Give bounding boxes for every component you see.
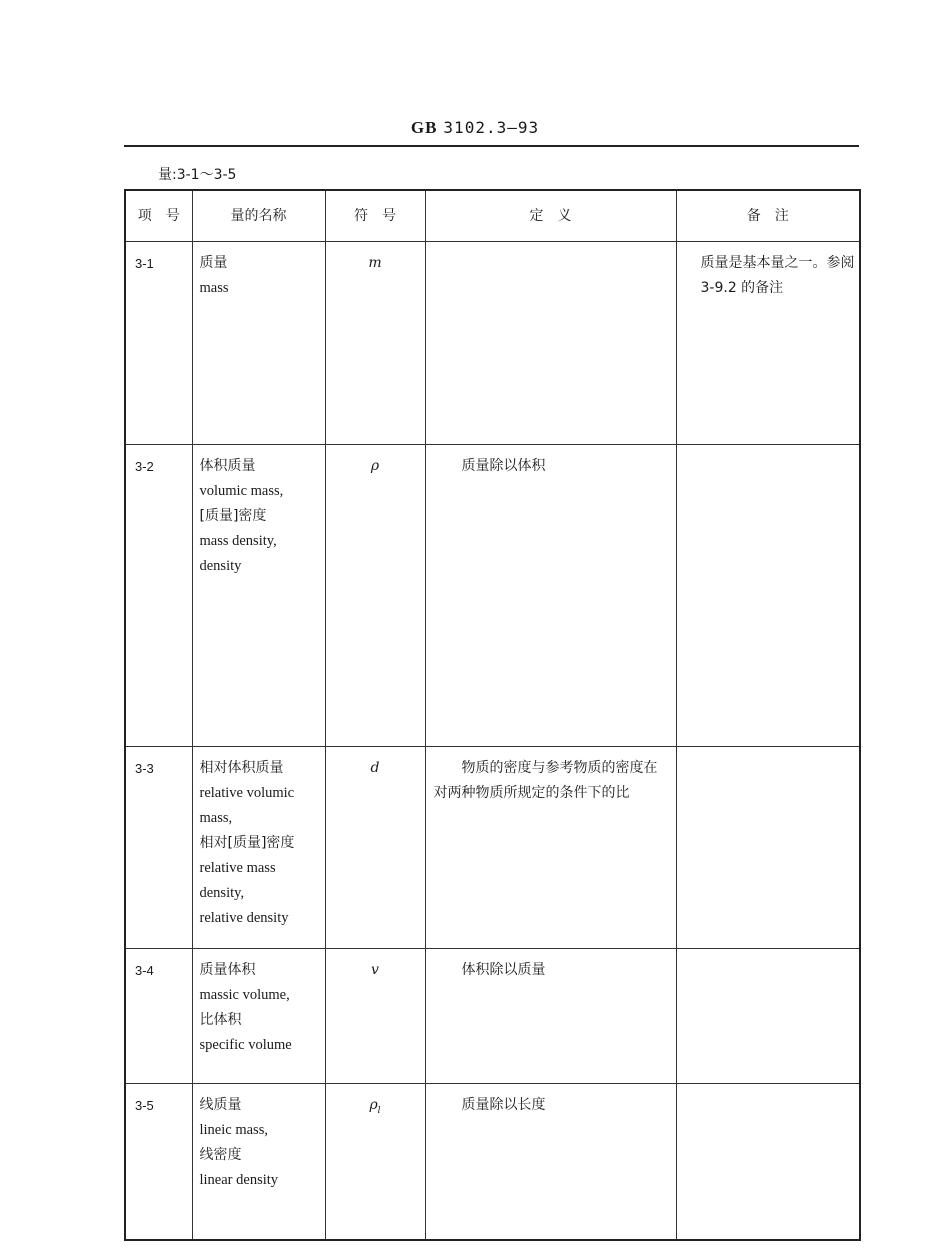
name-en: mass bbox=[199, 280, 229, 296]
name-en: relative volumic bbox=[199, 785, 295, 801]
name-en: massic volume, bbox=[199, 987, 290, 1003]
name-alt-en-cont: density, bbox=[199, 885, 245, 901]
quantity-symbol: v bbox=[371, 962, 379, 978]
quantity-symbol: ρ bbox=[370, 458, 380, 474]
definition: 质量除以长度 bbox=[461, 1097, 546, 1113]
quantity-symbol: ρ bbox=[369, 1097, 378, 1113]
name-alt-zh: 线密度 bbox=[199, 1147, 242, 1163]
name-zh: 线质量 bbox=[199, 1097, 242, 1113]
item-number: 3-5 bbox=[135, 1098, 154, 1113]
remarks bbox=[677, 949, 860, 958]
remarks: 质量是基本量之一。参阅 3-9.2 的备注 bbox=[700, 255, 855, 296]
table-row bbox=[125, 949, 860, 1084]
definition bbox=[426, 242, 676, 251]
name-alt-en-2: relative density bbox=[199, 910, 289, 926]
table-row bbox=[125, 445, 860, 747]
name-zh: 质量体积 bbox=[199, 962, 256, 978]
standard-header bbox=[0, 118, 950, 138]
definition: 物质的密度与参考物质的密度在对两种物质所规定的条件下的比 bbox=[433, 760, 658, 801]
item-number: 3-4 bbox=[135, 963, 154, 978]
standard-number: 3102.3—93 bbox=[443, 118, 540, 137]
header-item-no: 项 号 bbox=[125, 190, 192, 242]
table-row bbox=[125, 242, 860, 445]
name-en-cont: mass, bbox=[199, 810, 233, 826]
name-zh: 质量 bbox=[199, 255, 228, 271]
name-en: lineic mass, bbox=[199, 1122, 268, 1138]
remarks bbox=[677, 747, 860, 756]
table-header-row bbox=[125, 190, 860, 242]
name-alt-en: relative mass bbox=[199, 860, 276, 876]
name-alt-zh: 比体积 bbox=[199, 1012, 242, 1028]
quantity-symbol: m bbox=[368, 255, 382, 271]
table-row bbox=[125, 1084, 860, 1240]
name-zh: 体积质量 bbox=[199, 458, 256, 474]
name-en: volumic mass, bbox=[199, 483, 284, 499]
item-number: 3-1 bbox=[135, 256, 154, 271]
header-name: 量的名称 bbox=[192, 190, 325, 242]
header-symbol: 符 号 bbox=[325, 190, 425, 242]
name-alt-en-2: density bbox=[199, 558, 242, 574]
item-number: 3-3 bbox=[135, 761, 154, 776]
name-alt-en: specific volume bbox=[199, 1037, 292, 1053]
header-definition: 定 义 bbox=[425, 190, 676, 242]
remarks bbox=[677, 445, 860, 454]
table-row bbox=[125, 747, 860, 949]
name-alt-en: linear density bbox=[199, 1172, 279, 1188]
header-remarks: 备 注 bbox=[676, 190, 860, 242]
name-alt-zh: 相对[质量]密度 bbox=[199, 835, 295, 851]
table-caption: 量:3-1～3-5 bbox=[158, 167, 237, 183]
quantity-symbol-subscript: l bbox=[377, 1105, 381, 1116]
quantities-table bbox=[124, 189, 861, 1241]
definition: 质量除以体积 bbox=[461, 458, 546, 474]
standard-prefix: GB bbox=[410, 118, 438, 137]
name-alt-en: mass density, bbox=[199, 533, 277, 549]
quantity-symbol: d bbox=[370, 760, 380, 776]
header-rule bbox=[124, 145, 859, 147]
definition: 体积除以质量 bbox=[461, 962, 546, 978]
name-alt-zh: [质量]密度 bbox=[199, 508, 267, 524]
name-zh: 相对体积质量 bbox=[199, 760, 284, 776]
item-number: 3-2 bbox=[135, 459, 154, 474]
remarks bbox=[677, 1084, 860, 1093]
